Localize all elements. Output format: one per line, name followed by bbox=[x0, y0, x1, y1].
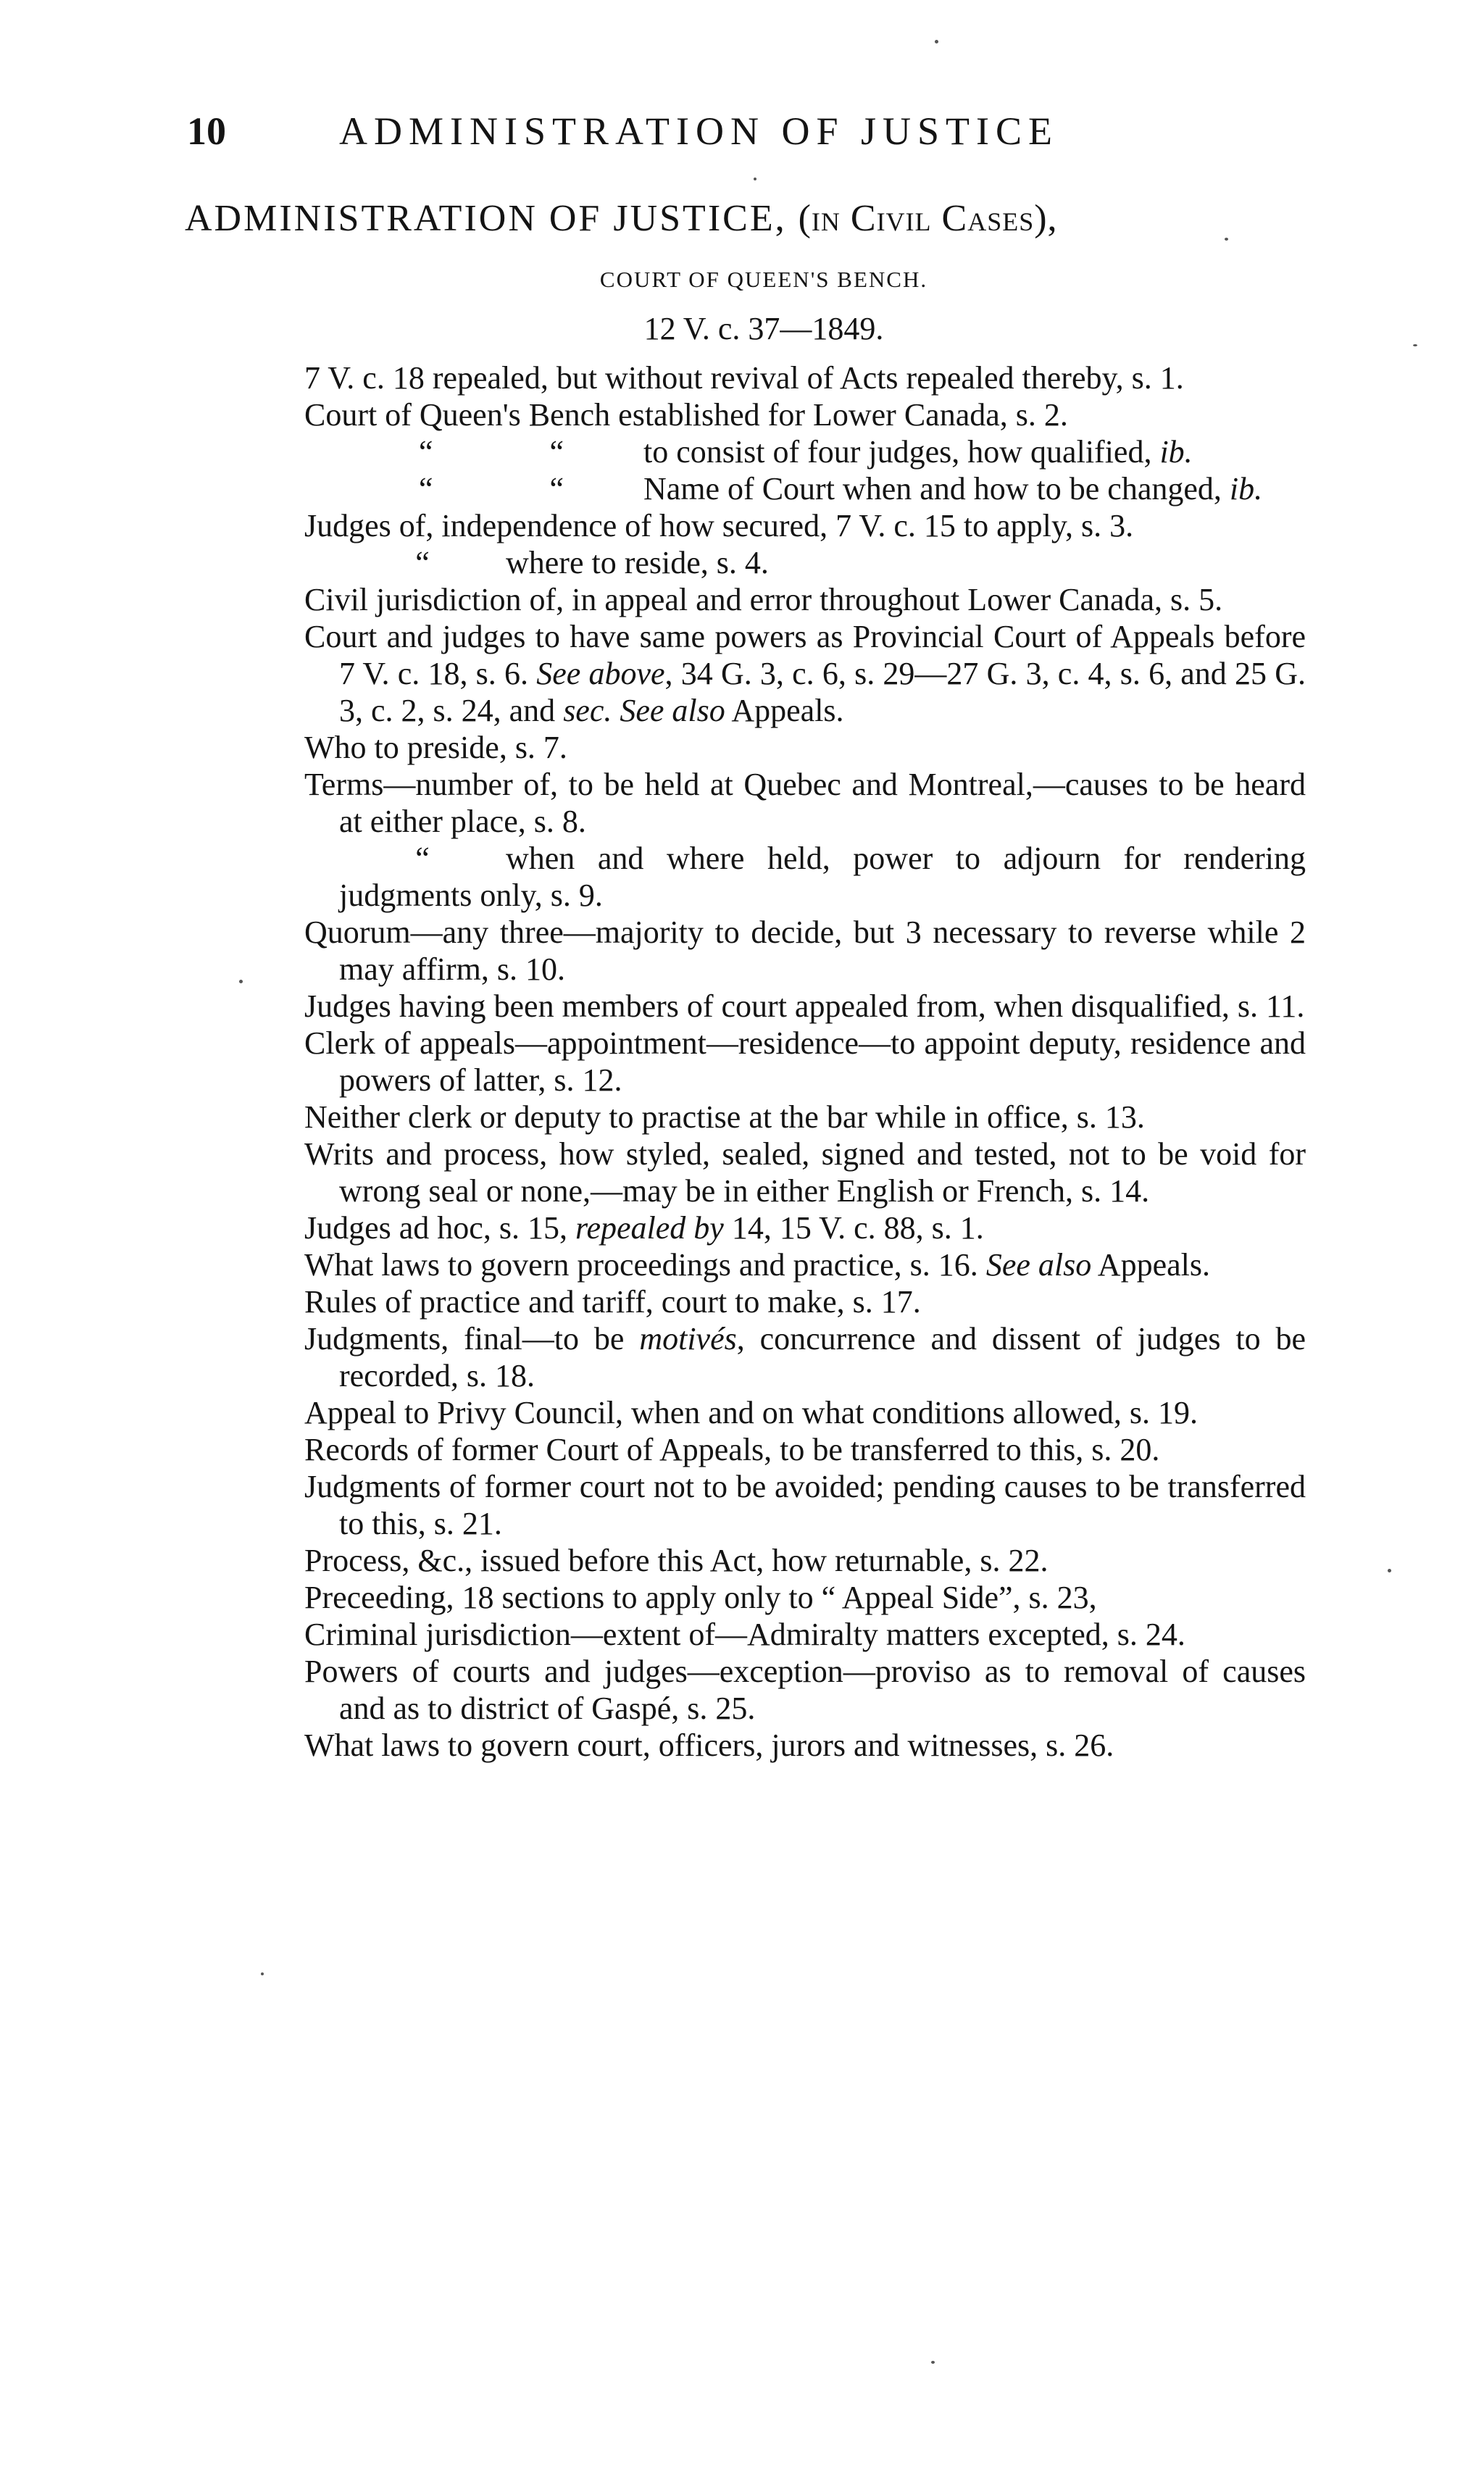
entry-italic-text: motivés bbox=[639, 1321, 737, 1357]
scan-speck bbox=[239, 980, 243, 983]
scan-speck bbox=[1388, 1569, 1391, 1572]
entry-text: Clerk of appeals—appointment—residence—to appoint deputy, residence and powers of latter, s. 12. bbox=[304, 1025, 1306, 1098]
index-entry bbox=[304, 507, 1306, 544]
scan-speck bbox=[1225, 238, 1228, 241]
section-title-paren: (in Civil Cases), bbox=[798, 198, 1058, 239]
entry-text: where to reside, s. 4. bbox=[506, 545, 769, 580]
scan-speck bbox=[935, 40, 938, 43]
entry-text: Name of Court when and how to be changed, bbox=[643, 471, 1230, 507]
scan-speck bbox=[261, 1972, 264, 1975]
entry-text: Powers of courts and judges—exception—proviso as to removal of causes and as to district of Gaspé, s. 25. bbox=[304, 1654, 1306, 1726]
index-entry bbox=[304, 433, 1306, 470]
index-entry bbox=[304, 544, 1306, 581]
running-head bbox=[187, 109, 1317, 167]
index-entry bbox=[304, 1579, 1306, 1616]
entry-text: Judgments of former court not to be avoided; pending causes to be transferred to this, s. 21. bbox=[304, 1469, 1306, 1541]
index-entry bbox=[304, 1431, 1306, 1468]
entry-italic-text: repealed by bbox=[575, 1210, 724, 1246]
entry-text: What laws to govern court, officers, jurors and witnesses, s. 26. bbox=[304, 1728, 1114, 1763]
entry-italic-text: ib. bbox=[1159, 434, 1193, 470]
index-entry bbox=[304, 1209, 1306, 1246]
index-entry bbox=[304, 1727, 1306, 1764]
index-entry bbox=[304, 581, 1306, 618]
index-entry bbox=[304, 766, 1306, 840]
index-entry bbox=[304, 1468, 1306, 1542]
index-entry bbox=[304, 840, 1306, 914]
running-title: ADMINISTRATION OF JUSTICE bbox=[339, 109, 1059, 153]
entry-text: Judges of, independence of how secured, 7 V. c. 15 to apply, s. 3. bbox=[304, 508, 1134, 543]
index-entry bbox=[304, 1246, 1306, 1283]
entry-text: Rules of practice and tariff, court to make, s. 17. bbox=[304, 1284, 921, 1320]
statute-citation: 12 V. c. 37—1849. bbox=[643, 311, 884, 346]
index-entry bbox=[304, 359, 1306, 396]
index-entry bbox=[304, 396, 1306, 433]
ditto-marks: “ bbox=[415, 841, 430, 876]
entry-text: Court of Queen's Bench established for Lower Canada, s. 2. bbox=[304, 397, 1068, 433]
scan-speck bbox=[1413, 344, 1417, 346]
entry-text: Process, &c., issued before this Act, how returnable, s. 22. bbox=[304, 1543, 1049, 1578]
index-entry bbox=[304, 1394, 1306, 1431]
page-number: 10 bbox=[187, 109, 226, 153]
index-entry bbox=[304, 1025, 1306, 1099]
entry-text: Terms—number of, to be held at Quebec and Montreal,—causes to be heard at either place, s. 8. bbox=[304, 767, 1306, 839]
ditto-marks: “ “ bbox=[418, 471, 564, 507]
entry-text: Appeals. bbox=[1091, 1247, 1210, 1283]
section-title-main: ADMINISTRATION OF JUSTICE, bbox=[185, 198, 787, 239]
entry-text: 7 V. c. 18 repealed, but without revival of Acts repealed thereby, s. 1. bbox=[304, 360, 1184, 396]
entry-italic-text: sec. See also bbox=[563, 693, 725, 728]
index-entry bbox=[304, 1099, 1306, 1136]
index-entry bbox=[304, 1542, 1306, 1579]
entry-text: 14, 15 V. c. 88, s. 1. bbox=[723, 1210, 984, 1246]
entry-text: Who to preside, s. 7. bbox=[304, 730, 567, 765]
entry-text: Records of former Court of Appeals, to be transferred to this, s. 20. bbox=[304, 1432, 1160, 1467]
index-entry bbox=[304, 470, 1306, 507]
entry-text: Criminal jurisdiction—extent of—Admiralty matters excepted, s. 24. bbox=[304, 1617, 1185, 1652]
index-entries bbox=[304, 359, 1306, 1764]
entry-text: Judges ad hoc, s. 15, bbox=[304, 1210, 575, 1246]
index-entry bbox=[304, 618, 1306, 729]
entry-text: Preceeding, 18 sections to apply only to “ Appeal Side”, s. 23, bbox=[304, 1580, 1097, 1615]
entry-text: Court and judges to have same powers as Provincial Court of Appeals before 7 V. c. 18, s. 6. bbox=[304, 619, 1306, 691]
entry-text: to consist of four judges, how qualified, bbox=[643, 434, 1160, 470]
entry-text: when and where held, power to adjourn for rendering judgments only, s. 9. bbox=[339, 841, 1306, 913]
index-entry bbox=[304, 1653, 1306, 1727]
entry-italic-text: See above bbox=[536, 656, 665, 691]
entry-italic-text: ib. bbox=[1229, 471, 1263, 507]
court-subtitle: COURT OF QUEEN'S BENCH. bbox=[599, 267, 928, 292]
entry-text: Neither clerk or deputy to practise at the bar while in office, s. 13. bbox=[304, 1099, 1145, 1135]
entry-text: Appeals. bbox=[725, 693, 844, 728]
entry-text: Appeal to Privy Council, when and on what conditions allowed, s. 19. bbox=[304, 1395, 1199, 1430]
entry-text: Writs and process, how styled, sealed, signed and tested, not to be void for wrong seal or none,—may be in either English or French, s. 14. bbox=[304, 1136, 1306, 1209]
entry-text: What laws to govern proceedings and practice, s. 16. bbox=[304, 1247, 986, 1283]
entry-text: , concurrence and dissent of judges to be recorded, s. 18. bbox=[339, 1321, 1306, 1393]
entry-text: Judgments, final—to be bbox=[304, 1321, 640, 1357]
index-entry bbox=[304, 1283, 1306, 1320]
ditto-marks: “ “ bbox=[418, 434, 564, 470]
ditto-marks: “ bbox=[415, 545, 430, 580]
scan-speck bbox=[754, 178, 756, 180]
index-entry bbox=[304, 1616, 1306, 1653]
index-entry bbox=[304, 914, 1306, 988]
index-entry bbox=[304, 988, 1306, 1025]
section-title bbox=[185, 197, 1344, 240]
index-entry bbox=[304, 1320, 1306, 1394]
index-entry bbox=[304, 1136, 1306, 1209]
scan-speck bbox=[931, 2361, 935, 2364]
entry-italic-text: See also bbox=[985, 1247, 1092, 1283]
index-entry bbox=[304, 729, 1306, 766]
entry-text: Civil jurisdiction of, in appeal and error throughout Lower Canada, s. 5. bbox=[304, 582, 1223, 617]
entry-text: Quorum—any three—majority to decide, but 3 necessary to reverse while 2 may affirm, s. 10. bbox=[304, 914, 1306, 987]
entry-text: Judges having been members of court appealed from, when disqualified, s. 11. bbox=[304, 988, 1305, 1024]
entry-text: , 34 G. 3, c. 6, s. 29—27 G. 3, c. 4, s. 6, and 25 G. 3, c. 2, s. 24, and bbox=[339, 656, 1306, 728]
